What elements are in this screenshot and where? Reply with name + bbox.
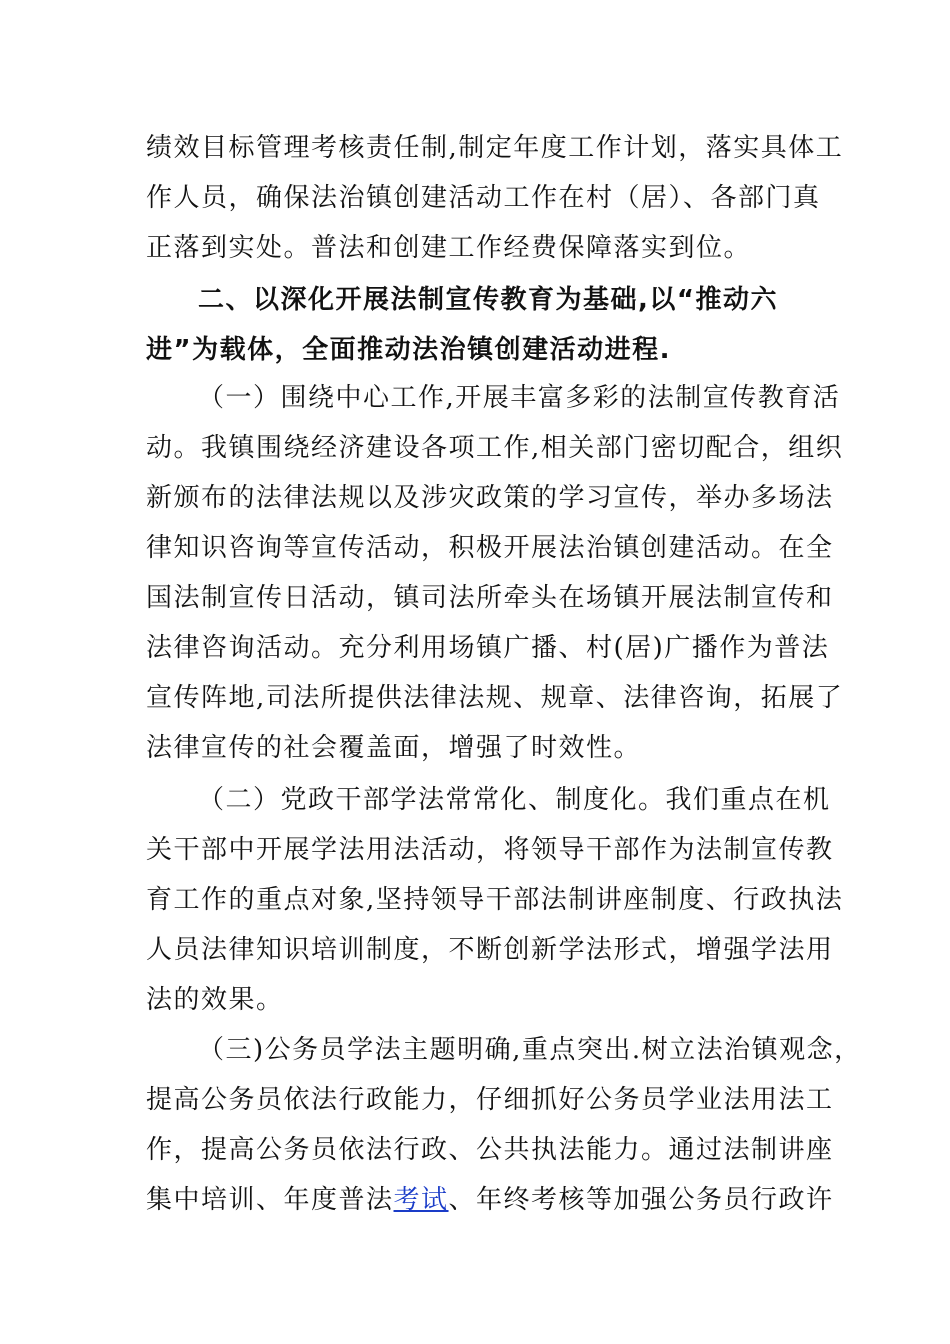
body-text-line: 法的效果。 <box>146 985 284 1015</box>
body-text-line <box>146 1183 834 1217</box>
body-text-line: 法律咨询活动。充分利用场镇广播、村(居)广播作为普法 <box>146 633 830 663</box>
body-text-line: （一）围绕中心工作,开展丰富多彩的法制宣传教育活 <box>198 383 841 413</box>
body-text-line: 新颁布的法律法规以及涉灾政策的学习宣传，举办多场法 <box>146 483 834 513</box>
body-text-line: 绩效目标管理考核责任制,制定年度工作计划，落实具体工 <box>146 133 844 163</box>
body-text-line: 关干部中开展学法用法活动，将领导干部作为法制宣传教 <box>146 835 834 865</box>
body-text-line: 作人员，确保法治镇创建活动工作在村（居）、各部门真 <box>146 183 821 213</box>
body-text-segment: 、年终考核等加强公务员行政许 <box>448 1185 834 1215</box>
body-text-line: 作，提高公务员依法行政、公共执法能力。通过法制讲座 <box>146 1135 834 1165</box>
body-text-line: 律知识咨询等宣传活动，积极开展法治镇创建活动。在全 <box>146 533 834 563</box>
body-text-line: 人员法律知识培训制度，不断创新学法形式，增强学法用 <box>146 935 834 965</box>
body-text-line: 国法制宣传日活动，镇司法所牵头在场镇开展法制宣传和 <box>146 583 834 613</box>
body-text-line: 育工作的重点对象,坚持领导干部法制讲座制度、行政执法 <box>146 885 844 915</box>
body-text-line: 宣传阵地,司法所提供法律法规、规章、法律咨询，拓展了 <box>146 683 844 713</box>
exam-link[interactable]: 考试 <box>393 1185 449 1215</box>
section-heading: 进”为载体，全面推动法治镇创建活动进程. <box>146 335 671 365</box>
body-text-line: （三)公务员学法主题明确,重点突出.树立法治镇观念， <box>198 1035 862 1065</box>
section-heading: 二、以深化开展法制宣传教育为基础,以“推动六 <box>198 285 778 315</box>
body-text-segment: 集中培训、年度普法 <box>146 1185 394 1215</box>
body-text-line: 提高公务员依法行政能力，仔细抓好公务员学业法用法工 <box>146 1085 834 1115</box>
body-text-line: （二）党政干部学法常常化、制度化。我们重点在机 <box>198 785 831 815</box>
body-text-line: 动。我镇围绕经济建设各项工作,相关部门密切配合，组织 <box>146 433 844 463</box>
body-text-line: 正落到实处。普法和创建工作经费保障落实到位。 <box>146 233 752 263</box>
body-text-line: 法律宣传的社会覆盖面，增强了时效性。 <box>146 733 642 763</box>
